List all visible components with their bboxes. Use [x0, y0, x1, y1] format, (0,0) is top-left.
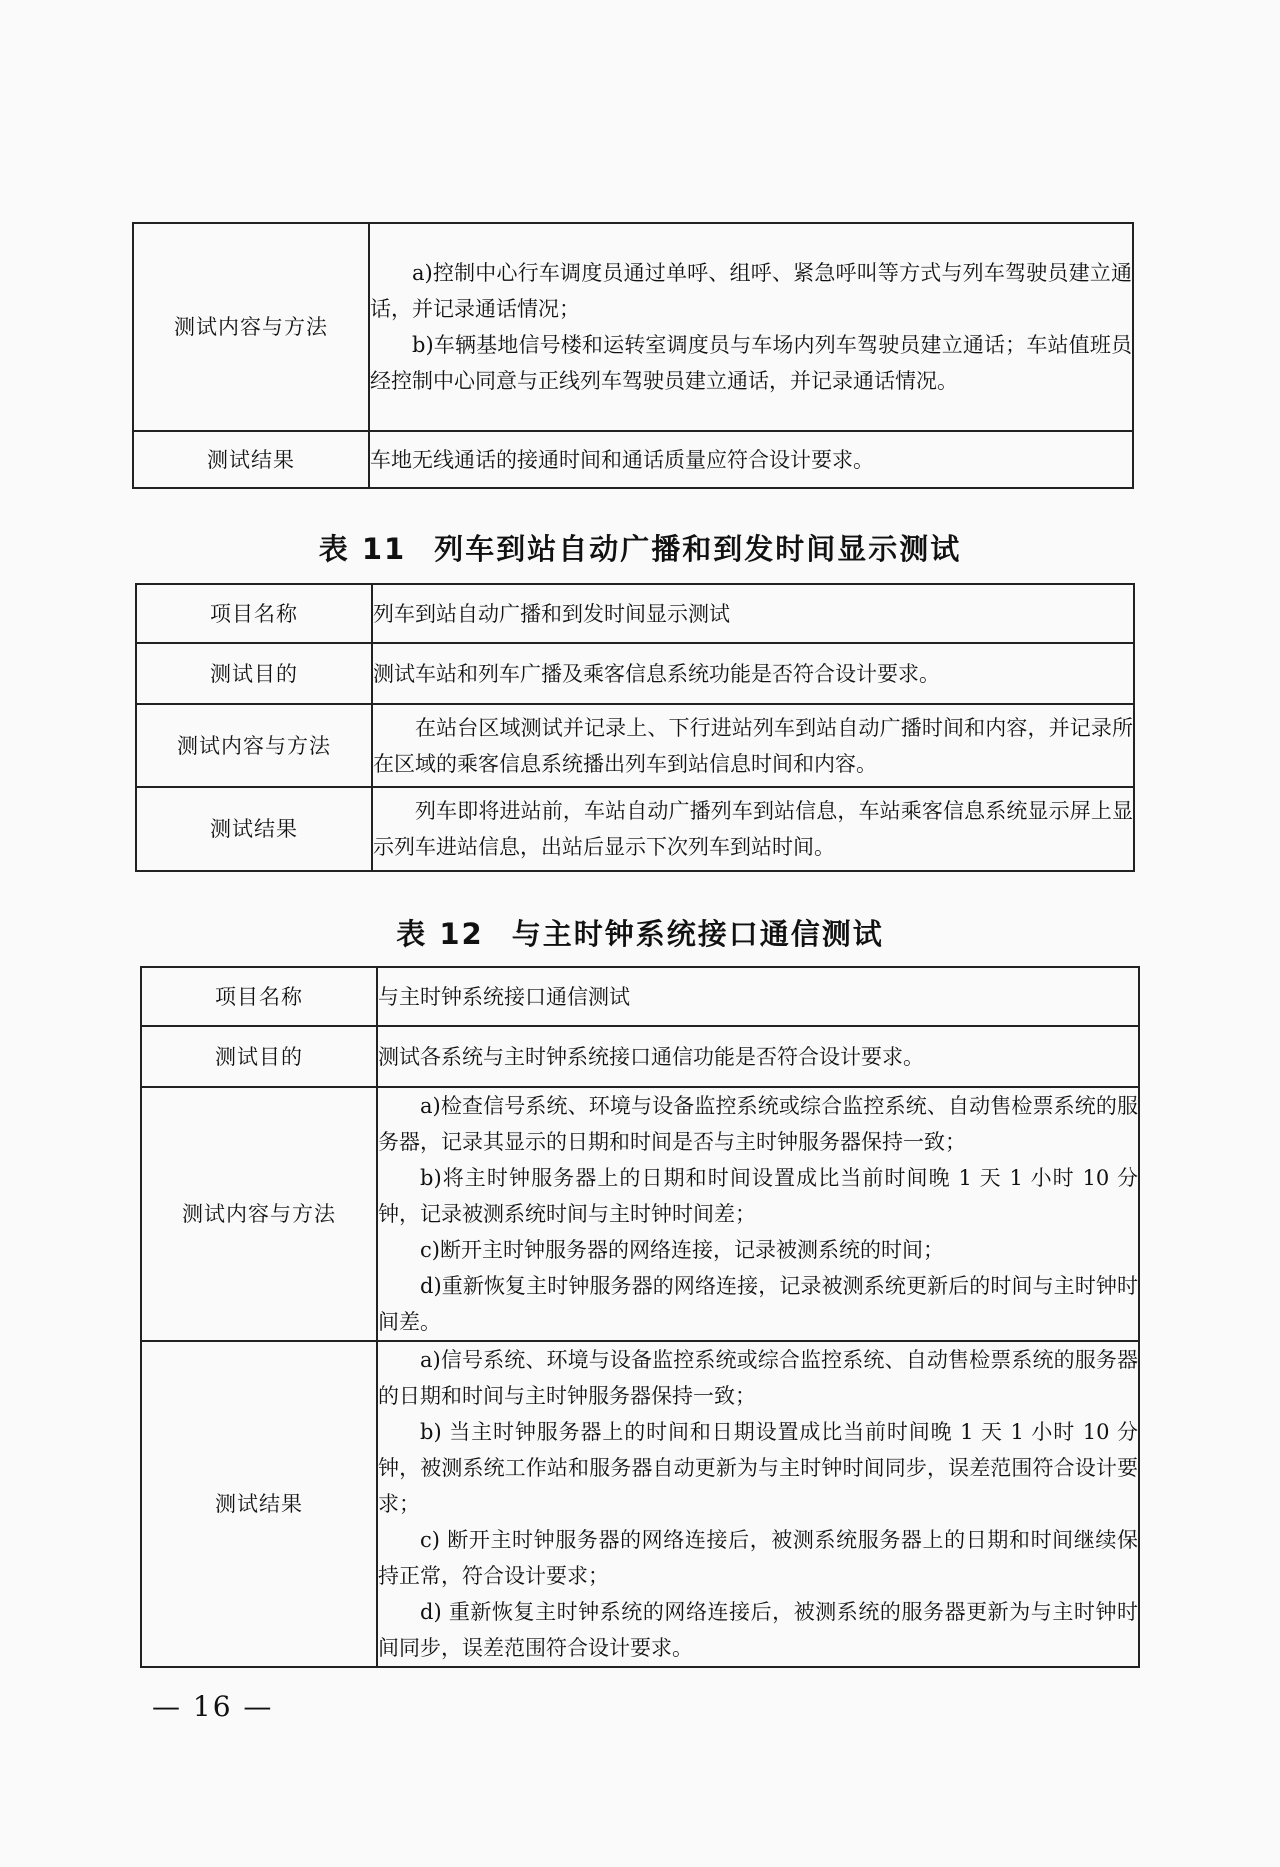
row-content	[369, 431, 1133, 488]
content-paragraph: 与主时钟系统接口通信测试	[378, 984, 630, 1009]
row-label: 测试内容与方法	[136, 704, 372, 787]
content-paragraph: c) 断开主时钟服务器的网络连接后，被测系统服务器上的日期和时间继续保持正常，符合设计要求；	[378, 1528, 1138, 1588]
row-content	[377, 1087, 1139, 1341]
table-12-caption	[0, 912, 1280, 953]
row-label: 项目名称	[141, 967, 377, 1026]
row-label: 测试内容与方法	[141, 1087, 377, 1341]
row-label: 测试内容与方法	[133, 223, 369, 431]
table-11	[135, 583, 1135, 872]
table-12	[140, 966, 1140, 1668]
row-content	[372, 643, 1134, 704]
content-paragraph: 列车到站自动广播和到发时间显示测试	[373, 601, 730, 626]
table-row	[141, 1026, 1139, 1087]
row-content	[377, 967, 1139, 1026]
row-label: 测试目的	[141, 1026, 377, 1087]
table-row	[141, 967, 1139, 1026]
content-paragraph: 列车即将进站前，车站自动广播列车到站信息，车站乘客信息系统显示屏上显示列车进站信息，出站后显示下次列车到站时间。	[373, 799, 1133, 859]
row-label: 测试目的	[136, 643, 372, 704]
content-paragraph: 测试各系统与主时钟系统接口通信功能是否符合设计要求。	[378, 1044, 924, 1069]
table-row	[133, 431, 1133, 488]
row-content	[377, 1026, 1139, 1087]
caption-number: 表 12	[396, 917, 484, 951]
content-paragraph: a)控制中心行车调度员通过单呼、组呼、紧急呼叫等方式与列车驾驶员建立通话，并记录通话情况；	[370, 261, 1132, 321]
content-paragraph: 车地无线通话的接通时间和通话质量应符合设计要求。	[370, 447, 874, 472]
caption-title: 列车到站自动广播和到发时间显示测试	[434, 532, 962, 566]
content-paragraph: b) 当主时钟服务器上的时间和日期设置成比当前时间晚 1 天 1 小时 10 分钟，被测系统工作站和服务器自动更新为与主时钟时间同步，误差范围符合设计要求；	[378, 1420, 1138, 1516]
page-number: — 16 —	[152, 1690, 274, 1723]
content-paragraph: a)信号系统、环境与设备监控系统或综合监控系统、自动售检票系统的服务器的日期和时间与主时钟服务器保持一致；	[378, 1348, 1138, 1408]
row-content	[369, 223, 1133, 431]
table-row	[136, 643, 1134, 704]
table-11-caption	[0, 527, 1280, 568]
row-content	[377, 1341, 1139, 1667]
content-paragraph: c)断开主时钟服务器的网络连接，记录被测系统的时间；	[420, 1238, 944, 1262]
row-label: 项目名称	[136, 584, 372, 643]
table-row	[136, 584, 1134, 643]
row-label: 测试结果	[141, 1341, 377, 1667]
row-content	[372, 704, 1134, 787]
row-label: 测试结果	[136, 787, 372, 871]
table-row	[133, 223, 1133, 431]
content-paragraph: a)检查信号系统、环境与设备监控系统或综合监控系统、自动售检票系统的服务器，记录其显示的日期和时间是否与主时钟服务器保持一致；	[378, 1094, 1138, 1154]
content-paragraph: d)重新恢复主时钟服务器的网络连接，记录被测系统更新后的时间与主时钟时间差。	[378, 1274, 1138, 1334]
table-row	[136, 787, 1134, 871]
caption-title: 与主时钟系统接口通信测试	[511, 917, 884, 951]
table-10-continued	[132, 222, 1134, 489]
row-content	[372, 584, 1134, 643]
row-label: 测试结果	[133, 431, 369, 488]
caption-number: 表 11	[318, 532, 407, 566]
table-row	[141, 1087, 1139, 1341]
content-paragraph: b)车辆基地信号楼和运转室调度员与车场内列车驾驶员建立通话；车站值班员经控制中心同意与正线列车驾驶员建立通话，并记录通话情况。	[370, 333, 1132, 393]
table-row	[141, 1341, 1139, 1667]
content-paragraph: 在站台区域测试并记录上、下行进站列车到站自动广播时间和内容，并记录所在区域的乘客信息系统播出列车到站信息时间和内容。	[373, 715, 1133, 776]
table-row	[136, 704, 1134, 787]
content-paragraph: 测试车站和列车广播及乘客信息系统功能是否符合设计要求。	[373, 661, 940, 686]
content-paragraph: d) 重新恢复主时钟系统的网络连接后，被测系统的服务器更新为与主时钟时间同步，误差范围符合设计要求。	[378, 1600, 1138, 1660]
content-paragraph: b)将主时钟服务器上的日期和时间设置成比当前时间晚 1 天 1 小时 10 分钟，记录被测系统时间与主时钟时间差；	[378, 1166, 1138, 1226]
row-content	[372, 787, 1134, 871]
